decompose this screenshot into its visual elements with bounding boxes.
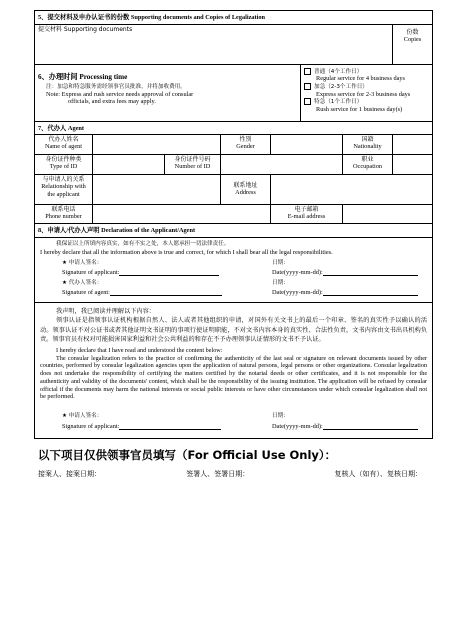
applicant-signature2-label-en: Signature of applicant: (62, 422, 120, 430)
agent-signature-label-cn: ★ 代办人签名： (62, 280, 103, 287)
regular-service-option[interactable]: 普通（4个工作日） (304, 68, 429, 76)
copies-label-cn: 份数 (406, 28, 419, 36)
agent-date-label-en: Date(yyyy-mm-dd): (272, 288, 323, 296)
agent-name-label: 代办人姓名 Name of agent (35, 135, 93, 155)
statement-en-heading: I hereby declare that I have read and understood the content below: (56, 346, 223, 354)
supporting-docs-field[interactable] (35, 24, 393, 64)
email-input[interactable] (343, 205, 433, 224)
applicant-signature2-row[interactable] (40, 423, 427, 431)
reviewer-field[interactable]: 复核人（如有）、复核日期： (334, 470, 422, 479)
regular-service-en: Regular service for 4 business days (316, 75, 406, 83)
occupation-label: 职业 Occupation (343, 155, 393, 175)
official-use-section (34, 447, 432, 479)
applicant-date-label-en: Date(yyyy-mm-dd): (272, 268, 323, 276)
processing-note-en-1: Note: Express and rush service needs approval of consular (46, 90, 194, 98)
rush-service-checkbox[interactable] (304, 98, 311, 105)
applicant-signature-label-en: Signature of applicant: (62, 268, 120, 276)
agent-signature-row[interactable] (40, 289, 427, 297)
statement-cn-body: 领事认证是指领事认证机构根据自然人、法人或者其他组织的申请，对国外有关文书上的最后一个印章、签名的真实性予以确认的活动。领事认证不对公证书或者其他证明文书证明的事项行使证明职能，不对文书内容本身的真实性、合法性负责，文书内容由文书出具机构负责。领事官员有权对可能损害国家利益和社会公共利益的和存在不予办理领事认证情形的文书不予认证。 (40, 317, 428, 344)
copies-field[interactable] (393, 24, 433, 64)
agent-signature-line[interactable] (110, 289, 222, 296)
applicant-date2-label-en: Date(yyyy-mm-dd): (272, 422, 323, 430)
applicant-signature2-label-cn: ★ 申请人签名： (62, 413, 103, 420)
section6-title: 6、办理时间 Processing time (38, 72, 128, 81)
receiver-field[interactable]: 接案人、接案日期： (38, 470, 101, 479)
email-label: 电子邮箱 E-mail address (271, 205, 343, 224)
application-form-table (34, 10, 433, 439)
section5-title: 5、提交材料及申办认证书的份数 Supporting documents and Copies of Legalization (35, 11, 433, 25)
form-page (34, 10, 432, 479)
applicant-signature-row[interactable] (40, 269, 427, 277)
address-label: 联系地址 Address (221, 175, 271, 205)
applicant-date-label-cn: 日期： (272, 259, 289, 266)
statement-en-body: The consular legalization refers to the practice of confirming the authenticity of the last seal or signature on relevant documents issued by other countries, performed by consular legalization agencies upon the application of natural persons, legal persons or other organizations. Consular legalization does not undertake the responsibility of certifying the matters certified by the notarial deeds or other certificates, and it is not responsible for the authenticity and validity of the documents' content, which shall be the responsibility of the issuing institution. The application will be refused by consular official if the documents may harm the national interests or social public interests or have other circumstances under which consular legalization shall not be performed. (40, 354, 428, 401)
address-input[interactable] (271, 175, 433, 205)
nationality-label: 国籍 Nationality (343, 135, 393, 155)
agent-date-label-cn: 日期： (272, 280, 289, 287)
agent-signature-label-en: Signature of agent: (62, 288, 110, 296)
relationship-input[interactable] (93, 175, 221, 205)
id-number-input[interactable] (221, 155, 343, 175)
applicant-signature-line[interactable] (119, 269, 219, 276)
official-use-title: 以下项目仅供领事官员填写（For Official Use Only）： (38, 448, 337, 463)
rush-service-en: Rush service for 1 business day(s) (316, 105, 403, 113)
statement-cn-heading: 我声明，我已阅读并理解以下内容： (56, 308, 155, 316)
id-type-input[interactable] (93, 155, 165, 175)
express-service-checkbox[interactable] (304, 83, 311, 90)
id-number-label: 身份证件号码 Number of ID (165, 155, 221, 175)
occupation-input[interactable] (393, 155, 433, 175)
processing-note-cn: 注：加急和特急服务需经领事官员批准，并将加收费用。 (46, 84, 186, 91)
relationship-label: 与申请人的关系 Relationship with the applicant (35, 175, 93, 205)
phone-label: 联系电话 Phone number (35, 205, 93, 224)
gender-label: 性别 Gender (221, 135, 271, 155)
section7-title: 7、代办人 Agent (35, 121, 433, 135)
express-service-en: Express service for 2-3 business days (316, 90, 411, 98)
processing-note-en-2: officials, and extra fees may apply. (68, 98, 156, 106)
applicant-signature2-line[interactable] (119, 423, 221, 430)
agent-date-line[interactable] (323, 289, 418, 296)
declaration-cn: 我保证以上所填内容真实，如有不实之处，本人愿承担一切法律责任。 (56, 240, 230, 247)
applicant-date2-line[interactable] (323, 423, 418, 430)
declaration-en: I hereby declare that all the information above is true and correct, for which I shall bear all the legal responsibilities. (40, 249, 333, 257)
phone-input[interactable] (93, 205, 271, 224)
applicant-date2-label-cn: 日期： (272, 413, 289, 420)
section8-title: 8、申请人/代办人声明 Declaration of the Applicant/Agent (35, 224, 433, 238)
supporting-docs-label: 提交材料 Supporting documents (38, 25, 133, 33)
nationality-input[interactable] (393, 135, 433, 155)
agent-name-input[interactable] (93, 135, 221, 155)
gender-input[interactable] (271, 135, 343, 155)
applicant-date-line[interactable] (323, 269, 418, 276)
copies-label-en: Copies (403, 35, 422, 43)
express-service-option[interactable]: 加急（2-3个工作日） (304, 83, 429, 91)
id-type-label: 身份证件种类 Type of ID (35, 155, 93, 175)
signer-field[interactable]: 签署人、签署日期： (186, 470, 250, 479)
rush-service-option[interactable]: 特急（1个工作日） (304, 98, 429, 106)
regular-service-checkbox[interactable] (304, 68, 311, 75)
applicant-signature-label-cn: ★ 申请人签名： (62, 259, 103, 266)
